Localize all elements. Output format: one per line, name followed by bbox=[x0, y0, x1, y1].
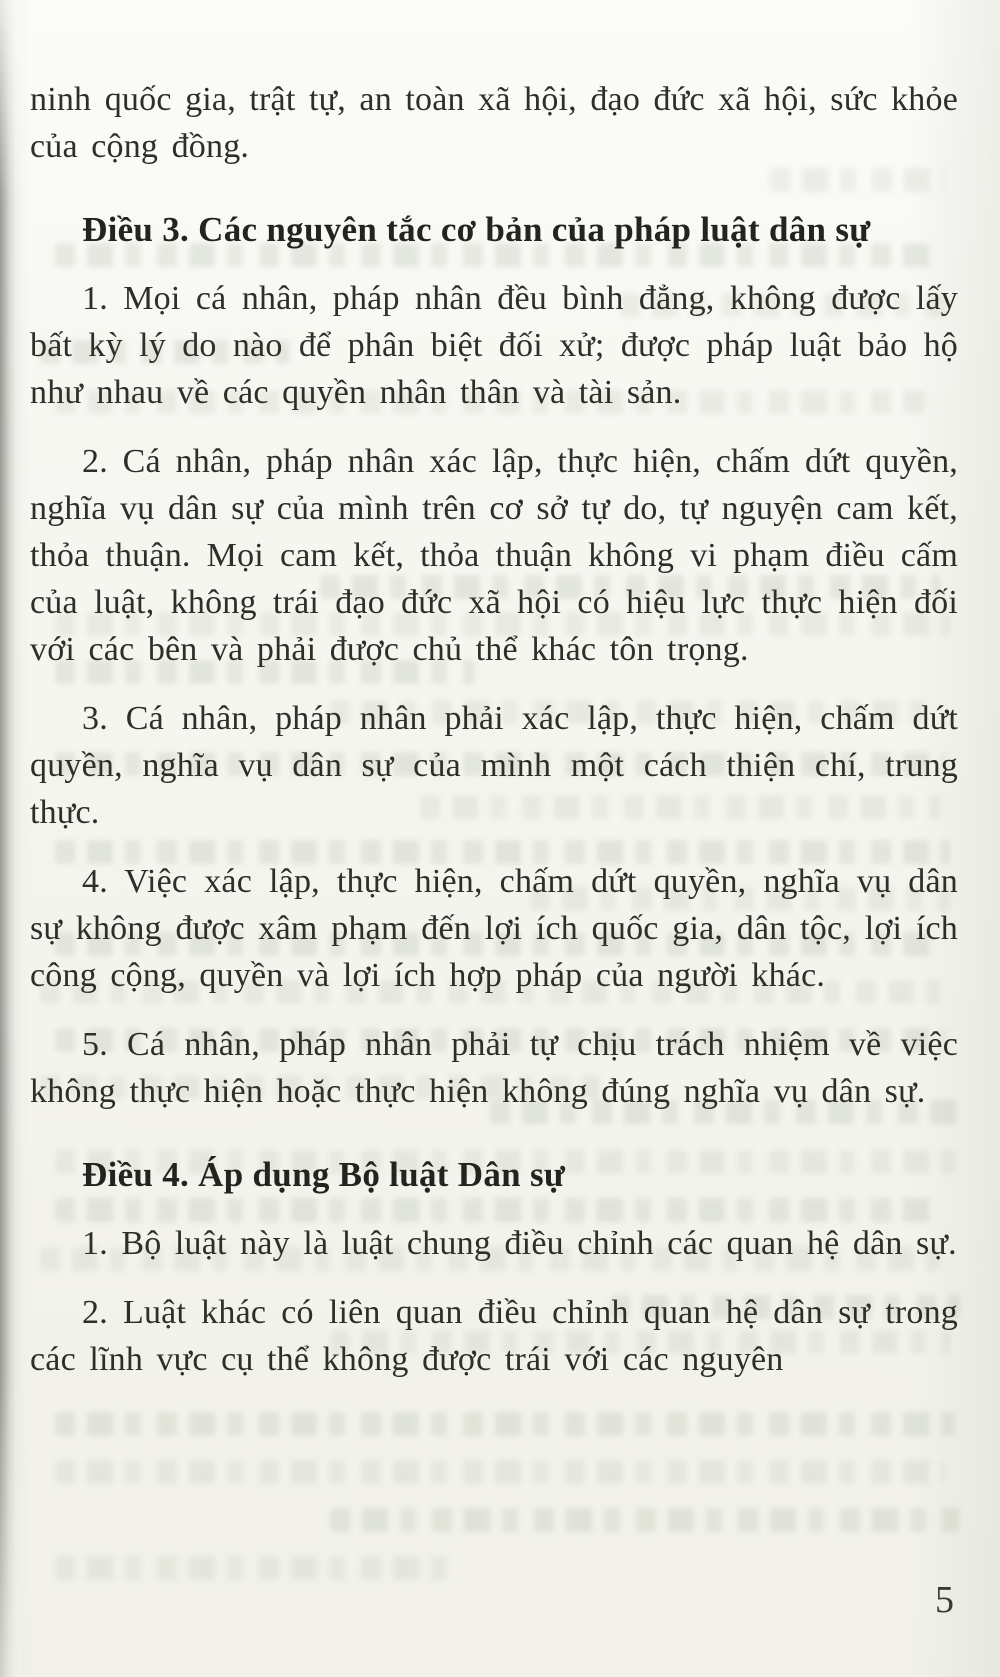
body-paragraph: 1. Bộ luật này là luật chung điều chỉnh các quan hệ dân sự. bbox=[82, 1225, 957, 1262]
body-paragraph: 5. Cá nhân, pháp nhân phải tự chịu trách nhiệm về việc không thực hiện hoặc thực hiện không đúng nghĩa vụ dân sự. bbox=[30, 1026, 958, 1110]
body-paragraph: 2. Luật khác có liên quan điều chỉnh quan hệ dân sự trong các lĩnh vực cụ thể không được trái với các nguyên bbox=[30, 1294, 958, 1378]
article-heading-dieu-3: Điều 3. Các nguyên tắc cơ bản của pháp luật dân sự bbox=[82, 210, 871, 249]
body-paragraph: 2. Cá nhân, pháp nhân xác lập, thực hiện, chấm dứt quyền, nghĩa vụ dân sự của mình trên cơ sở tự do, tự nguyện cam kết, thỏa thuận. Mọi cam kết, thỏa thuận không vi phạm điều cấm của luật, không trái đạo đức xã hội có hiệu lực thực hiện đối với các bên và phải được chủ thể khác tôn trọng. bbox=[30, 443, 958, 668]
bleed-through-artifact bbox=[55, 1556, 455, 1580]
body-paragraph: ninh quốc gia, trật tự, an toàn xã hội, đạo đức xã hội, sức khỏe của cộng đồng. bbox=[30, 81, 958, 165]
bleed-through-artifact bbox=[55, 1460, 945, 1484]
body-paragraph: 1. Mọi cá nhân, pháp nhân đều bình đẳng, không được lấy bất kỳ lý do nào để phân biệt đối xử; được pháp luật bảo hộ như nhau về các quyền nhân thân và tài sản. bbox=[30, 280, 958, 411]
article-heading-dieu-4: Điều 4. Áp dụng Bộ luật Dân sự bbox=[82, 1155, 566, 1194]
body-paragraph: 3. Cá nhân, pháp nhân phải xác lập, thực hiện, chấm dứt quyền, nghĩa vụ dân sự của mình một cách thiện chí, trung thực. bbox=[30, 700, 958, 831]
bleed-through-artifact bbox=[55, 1412, 955, 1436]
page-number: 5 bbox=[935, 1579, 954, 1621]
bleed-through-artifact bbox=[330, 1508, 960, 1532]
body-paragraph: 4. Việc xác lập, thực hiện, chấm dứt quyền, nghĩa vụ dân sự không được xâm phạm đến lợi ích quốc gia, dân tộc, lợi ích công cộng, quyền và lợi ích hợp pháp của người khác. bbox=[30, 863, 958, 994]
